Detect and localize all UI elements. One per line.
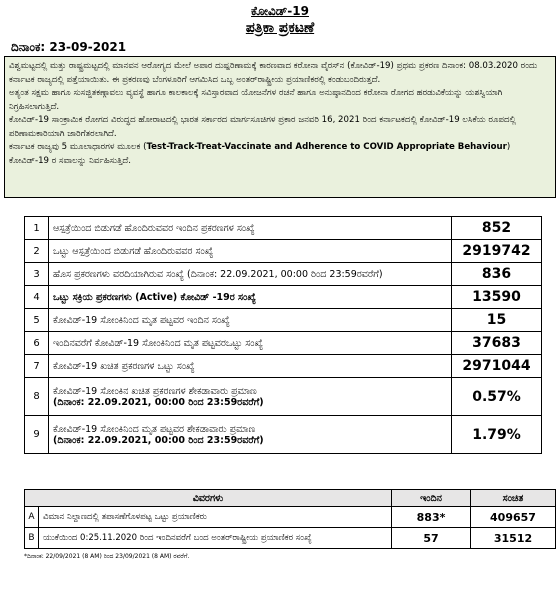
document-title: ಕೋವಿಡ್-19 <box>251 4 309 18</box>
row-value: 2919742 <box>452 240 542 263</box>
row-number: 6 <box>25 332 49 355</box>
document-date: ದಿನಾಂಕ: 23-09-2021 <box>11 40 127 54</box>
row-description: ಒಟ್ಟು ಸಕ್ರಿಯ ಪ್ರಕರಣಗಳು (Active) ಕೋವಿಡ್ -19ರ ಸಂಖ್ಯೆ <box>49 286 452 309</box>
row-description: ಕೋವಿಡ್-19 ಖಚಿತ ಪ್ರಕರಣಗಳ ಒಟ್ಟು ಸಂಖ್ಯೆ <box>49 355 452 378</box>
row-cumulative: 409657 <box>471 507 556 528</box>
row-description-date: (ದಿನಾಂಕ: 22.09.2021, 00:00 ರಿಂದ 23:59ರವರೆಗೆ) <box>53 434 264 446</box>
row-value: 1.79% <box>452 416 542 454</box>
row-description: ಒಟ್ಟು ಆಸ್ಪತ್ರೆಯಿಂದ ಬಿಡುಗಡೆ ಹೊಂದಿರುವವರ ಸಂಖ್ಯೆ <box>49 240 452 263</box>
intro-p4-pillars: Test-Track-Treat-Vaccinate and Adherence to COVID Appropriate Behaviour <box>146 142 507 152</box>
row-id: A <box>25 507 39 528</box>
row-description <box>49 378 452 416</box>
document-subtitle: ಪತ್ರಿಕಾ ಪ್ರಕಟಣೆ <box>245 20 315 36</box>
row-number: 3 <box>25 263 49 286</box>
row-description-date: (ದಿನಾಂಕ: 22.09.2021, 00:00 ರಿಂದ 23:59ರವರೆಗೆ) <box>53 396 264 408</box>
row-description: ಕೋವಿಡ್-19 ಸೋಂಕಿನಿಂದ ಮೃತ ಪಟ್ಟವರ ಇಂದಿನ ಸಂಖ್ಯೆ <box>49 309 452 332</box>
row-value: 836 <box>452 263 542 286</box>
row-cumulative: 31512 <box>471 528 556 549</box>
row-number: 2 <box>25 240 49 263</box>
table-row <box>25 355 542 378</box>
row-description-line: ಕೋವಿಡ್-19 ಸೋಂಕಿನಿಂದ ಮೃತ ಪಟ್ಟವರ ಶೇಕಡಾವಾರು ಪ್ರಮಾಣ <box>53 423 256 435</box>
row-description: ಆಸ್ಪತ್ರೆಯಿಂದ ಬಿಡುಗಡೆ ಹೊಂದಿರುವವರ ಇಂದಿನ ಪ್ರಕರಣಗಳ ಸಂಖ್ಯೆ <box>49 217 452 240</box>
table-row <box>25 332 542 355</box>
table-row <box>25 309 542 332</box>
row-value: 15 <box>452 309 542 332</box>
intro-p4-suffix: ) ಕೋವಿಡ್-19 ರ ಸವಾಲನ್ನು ನಿರ್ವಹಿಸುತ್ತಿದೆ. <box>9 142 511 166</box>
row-number: 4 <box>25 286 49 309</box>
row-number: 5 <box>25 309 49 332</box>
table-row <box>25 263 542 286</box>
table-header-row <box>25 490 556 507</box>
row-value: 13590 <box>452 286 542 309</box>
row-number: 9 <box>25 416 49 454</box>
row-description-line: ಕೋವಿಡ್-19 ಸೋಂಕಿನ ಖಚಿತ ಪ್ರಕರಣಗಳ ಶೇಕಡಾವಾರು ಪ್ರಮಾಣ <box>53 385 257 397</box>
table-row <box>25 528 556 549</box>
row-description: ವಿಮಾನ ನಿಲ್ದಾಣದಲ್ಲಿ ತಪಾಸಣೆಗೊಳಪಟ್ಟ ಒಟ್ಟು ಪ್ರಯಾಣಿಕರು <box>39 507 392 528</box>
row-value: 852 <box>452 217 542 240</box>
table-row <box>25 416 542 454</box>
row-number: 8 <box>25 378 49 416</box>
header-details: ವಿವರಗಳು <box>25 490 392 507</box>
intro-paragraph-2: ಅತ್ಯಂತ ಸಕ್ಷಮ ಹಾಗೂ ಸುಸಜ್ಜಿತಕಣ್ಗಾವಲು ವ್ಯವಸ್ಥೆ ಹಾಗೂ ಕಾಲಕಾಲಕ್ಕೆ ಸವಿಸ್ತಾರವಾದ ಯೋಜನೆಗಳ ರಚನೆ ಹಾಗೂ ಅನುಷ್ಠಾನದಿಂದ ಕರೋನಾ ರೋಗದ ಹರಡುವಿಕೆಯನ್ನು ಯಶಸ್ವಿಯಾಗಿ ನಿಗ್ರಹಿಸಲಾಗುತ್ತಿದೆ. <box>9 88 503 112</box>
table-row <box>25 240 542 263</box>
row-description <box>49 416 452 454</box>
intro-paragraph-4 <box>9 141 551 168</box>
intro-box <box>4 56 556 198</box>
table-row <box>25 378 542 416</box>
table-row <box>25 507 556 528</box>
row-number: 1 <box>25 217 49 240</box>
travel-table <box>24 489 556 549</box>
row-description: ಹೊಸ ಪ್ರಕರಣಗಳು ವರದಿಯಾಗಿರುವ ಸಂಖ್ಯೆ (ದಿನಾಂಕ: 22.09.2021, 00:00 ರಿಂದ 23:59ರವರೆಗೆ) <box>49 263 452 286</box>
header-cumulative: ಸಂಚಿತ <box>471 490 556 507</box>
row-number: 7 <box>25 355 49 378</box>
stats-table <box>24 216 542 454</box>
row-value: 0.57% <box>452 378 542 416</box>
footnote: *ದಿನಾಂಕ: 22/09/2021 (8 AM) ರಿಂದ 23/09/2021 (8 AM) ರವರೆಗೆ. <box>24 553 190 560</box>
row-value: 2971044 <box>452 355 542 378</box>
intro-paragraph-3: ಕೋವಿಡ್-19 ಸಾಂಕ್ರಾಮಿಕ ರೋಗದ ವಿರುದ್ಧದ ಹೋರಾಟದಲ್ಲಿ ಭಾರತ ಸರ್ಕಾರದ ಮಾರ್ಗಸೂಚಿಗಳ ಪ್ರಕಾರ ಜನವರಿ 16, 2021 ರಿಂದ ಕರ್ನಾಟಕದಲ್ಲಿ ಕೋವಿಡ್-19 ಲಸಿಕೆಯ ರೂಪದಲ್ಲಿ ಪರಿಣಾಮಕಾರಿಯಾಗಿ ಜಾರಿಗೆತರಲಾಗಿದೆ. <box>9 115 517 139</box>
table-row <box>25 217 542 240</box>
header-today: ಇಂದಿನ <box>392 490 471 507</box>
row-description: ಇಂದಿನವರೆಗೆ ಕೋವಿಡ್-19 ಸೋಂಕಿನಿಂದ ಮೃತ ಪಟ್ಟವರಒಟ್ಟು ಸಂಖ್ಯೆ <box>49 332 452 355</box>
row-id: B <box>25 528 39 549</box>
intro-p4-prefix: ಕರ್ನಾಟಕ ರಾಜ್ಯವು 5 ಮೂಲಾಧಾರಗಳ ಮೂಲಕ ( <box>9 142 147 152</box>
row-description: ಯುಕೆಯಿಂದ 0:25.11.2020 ರಿಂದ ಇಂದಿನವರೆಗೆ ಬಂದ ಅಂತರ್‌ರಾಷ್ಟ್ರೀಯ ಪ್ರಯಾಣಿಕರ ಸಂಖ್ಯೆ <box>39 528 392 549</box>
table-row <box>25 286 542 309</box>
row-value: 37683 <box>452 332 542 355</box>
row-today: 57 <box>392 528 471 549</box>
row-today: 883* <box>392 507 471 528</box>
intro-paragraph-1: ವಿಶ್ವಮಟ್ಟದಲ್ಲಿ ಮತ್ತು ರಾಷ್ಟ್ರಮಟ್ಟದಲ್ಲಿ ಮಾನವನ ಆರೋಗ್ಯದ ಮೇಲೆ ಅಪಾರ ದುಷ್ಪರಿಣಾಮಕ್ಕೆ ಕಾರಣವಾದ ಕರೋನಾ ವೈರಸ್‌ನ (ಕೋವಿಡ್-19) ಪ್ರಥಮ ಪ್ರಕರಣ ದಿನಾಂಕ: 08.03.2020 ರಂದು ಕರ್ನಾಟಕ ರಾಜ್ಯದಲ್ಲಿ ಪತ್ತೆಯಾಯಿತು. ಈ ಪ್ರಕರಣವು ಬೆಂಗಳೂರಿಗೆ ಆಗಮಿಸಿದ ಒಬ್ಬ ಅಂತರ್‌ರಾಷ್ಟ್ರೀಯ ಪ್ರಯಾಣಿಕರಲ್ಲಿ ಕಂಡುಬಂದಿರುತ್ತದೆ. <box>9 61 538 85</box>
